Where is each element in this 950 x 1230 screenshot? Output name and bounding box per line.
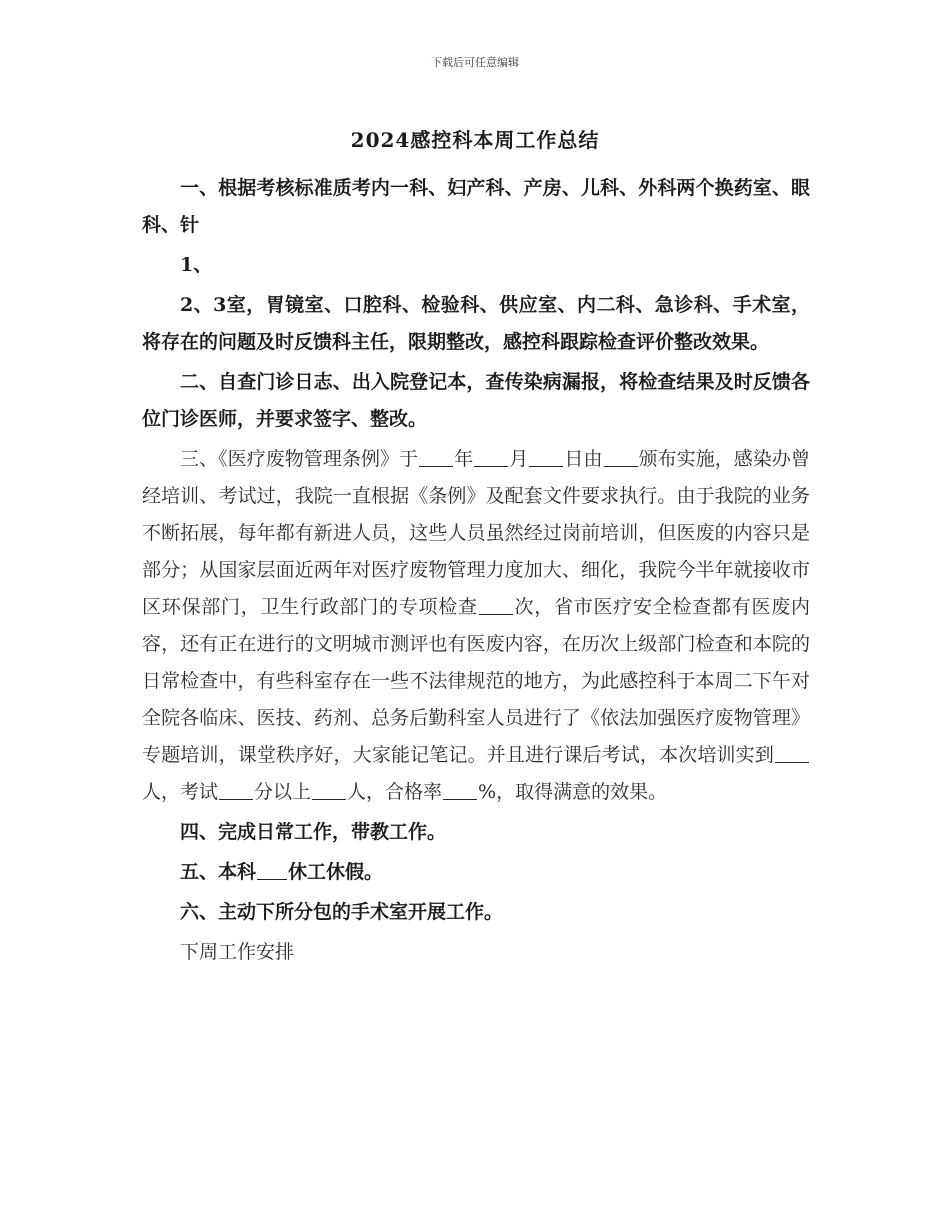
paragraph-9: 下周工作安排 — [180, 941, 295, 963]
paragraph-1: 一、根据考核标准质考内一科、妇产科、产房、儿科、外科两个换药室、眼科、针 — [142, 177, 810, 236]
paragraph-6: 四、完成日常工作，带教工作。 — [180, 821, 447, 843]
document-body — [142, 170, 810, 974]
p5-text-g: 人，考试 — [142, 781, 219, 803]
fill-blank-times — [479, 595, 513, 615]
fill-blank-passed — [312, 780, 346, 800]
p5-text-j: %，取得满意的效果。 — [478, 781, 668, 803]
fill-blank-attendees — [775, 743, 809, 763]
paragraph-7 — [142, 854, 810, 891]
fill-blank-month — [474, 447, 508, 467]
p5-text-c: 月 — [509, 448, 529, 470]
p5-text-i: 人，合格率 — [347, 781, 443, 803]
fill-blank-year — [419, 447, 453, 467]
fill-blank-staff — [257, 860, 287, 880]
p7-text-a: 五、本科 — [180, 861, 257, 883]
header-note: 下载后可任意编辑 — [431, 56, 519, 69]
paragraph-4: 二、自查门诊日志、出入院登记本，查传染病漏报，将检查结果及时反馈各位门诊医师，并要求签字、整改。 — [142, 371, 810, 430]
document-title: 2024感控科本周工作总结 — [350, 128, 600, 152]
p5-text-d: 日由 — [564, 448, 603, 470]
p5-text-e: 颁布实施，感染办曾经培训、考试过，我院一直根据《条例》及配套文件要求执行。由于我院的业务不断拓展，每年都有新进人员，这些人员虽然经过岗前培训，但医废的内容只是部分；从国家层面近两年对医疗废物管理力度加大、细化，我院今半年就接收市区环保部门，卫生行政部门的专项检查 — [142, 448, 810, 618]
fill-blank-issuer — [604, 447, 638, 467]
p5-text-b: 年 — [454, 448, 474, 470]
p7-text-b: 休工休假。 — [288, 861, 384, 883]
paragraph-3: 2、3室，胃镜室、口腔科、检验科、供应室、内二科、急诊科、手术室，将存在的问题及时反馈科主任，限期整改，感控科跟踪检查评价整改效果。 — [142, 294, 810, 353]
p5-text-h: 分以上 — [254, 781, 312, 803]
paragraph-2: 1、 — [180, 254, 213, 276]
fill-blank-score — [219, 780, 253, 800]
p5-text-f: 次，省市医疗安全检查都有医废内容，还有正在进行的文明城市测评也有医废内容，在历次上级部门检查和本院的日常检查中，有些科室存在一些不法律规范的地方，为此感控科于本周二下午对全院各临床、医技、药剂、总务后勤科室人员进行了《依法加强医疗废物管理》专题培训，课堂秩序好，大家能记笔记。并且进行课后考试，本次培训实到 — [142, 596, 810, 766]
p5-text-a: 三、《医疗废物管理条例》于 — [180, 448, 419, 470]
fill-blank-rate — [443, 780, 477, 800]
fill-blank-day — [529, 447, 563, 467]
paragraph-5 — [142, 441, 810, 811]
paragraph-8: 六、主动下所分包的手术室开展工作。 — [180, 901, 504, 923]
